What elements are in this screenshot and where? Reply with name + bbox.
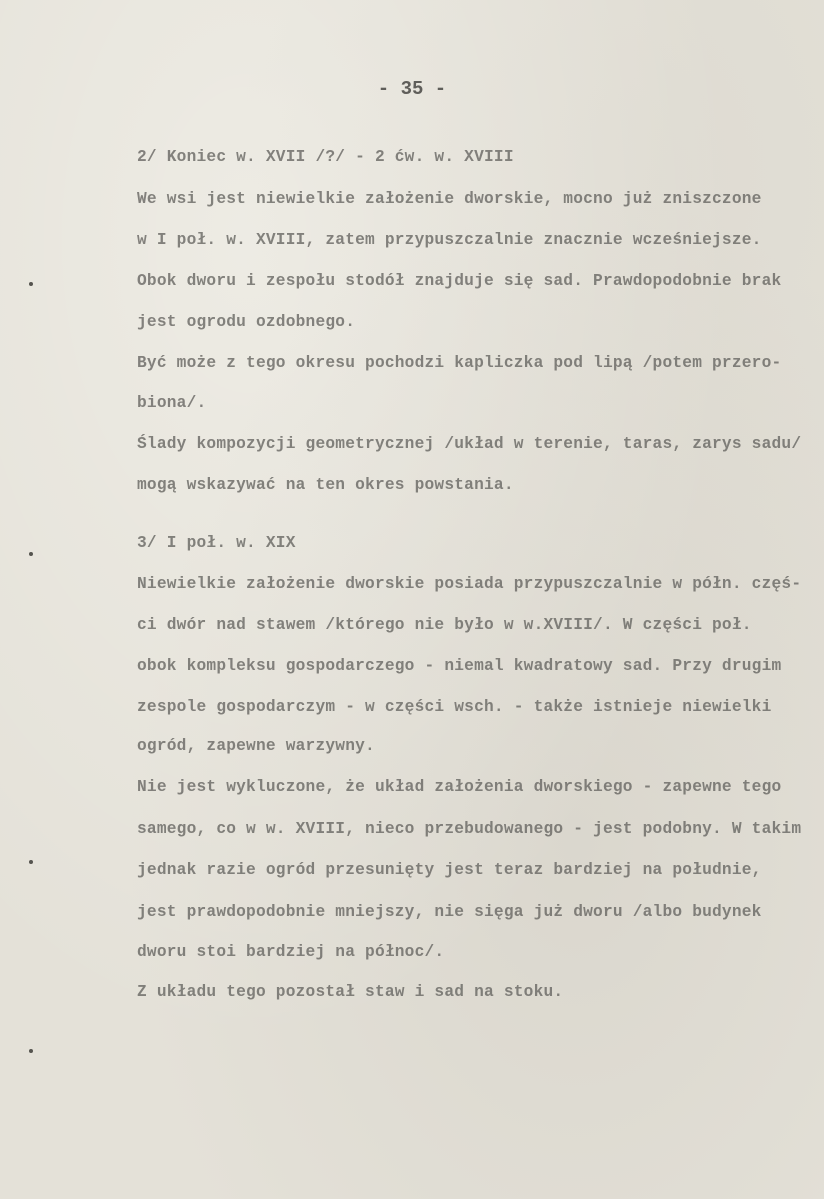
section-2-heading: 2/ Koniec w. XVII /?/ - 2 ćw. w. XVIII xyxy=(137,148,514,166)
text-line: Obok dworu i zespołu stodół znajduje się sad. Prawdopodobnie brak xyxy=(137,272,782,290)
text-line: zespole gospodarczym - w części wsch. - także istnieje niewielki xyxy=(137,698,772,716)
punch-hole-mark xyxy=(29,282,33,286)
text-line: jednak razie ogród przesunięty jest teraz bardziej na południe, xyxy=(137,861,762,879)
text-line: obok kompleksu gospodarczego - niemal kwadratowy sad. Przy drugim xyxy=(137,657,782,675)
punch-hole-mark xyxy=(29,1049,33,1053)
text-line: ci dwór nad stawem /którego nie było w w.XVIII/. W części poł. xyxy=(137,616,752,634)
text-line: dworu stoi bardziej na północ/. xyxy=(137,943,445,961)
punch-hole-mark xyxy=(29,860,33,864)
text-line: ogród, zapewne warzywny. xyxy=(137,737,375,755)
text-line: Nie jest wykluczone, że układ założenia dworskiego - zapewne tego xyxy=(137,778,782,796)
text-line: We wsi jest niewielkie założenie dworskie, mocno już zniszczone xyxy=(137,190,762,208)
text-line: jest prawdopodobnie mniejszy, nie sięga już dworu /albo budynek xyxy=(137,903,762,921)
page-number: - 35 - xyxy=(377,78,447,100)
text-line: Niewielkie założenie dworskie posiada przypuszczalnie w półn. częś- xyxy=(137,575,802,593)
text-line: Z układu tego pozostał staw i sad na stoku. xyxy=(137,983,564,1001)
punch-hole-mark xyxy=(29,552,33,556)
section-3-heading: 3/ I poł. w. XIX xyxy=(137,534,296,552)
text-line: samego, co w w. XVIII, nieco przebudowanego - jest podobny. W takim xyxy=(137,820,802,838)
text-line: Być może z tego okresu pochodzi kapliczka pod lipą /potem przero- xyxy=(137,354,782,372)
text-line: mogą wskazywać na ten okres powstania. xyxy=(137,476,514,494)
text-line: jest ogrodu ozdobnego. xyxy=(137,313,356,331)
text-line: w I poł. w. XVIII, zatem przypuszczalnie znacznie wcześniejsze. xyxy=(137,231,762,249)
text-line: Ślady kompozycji geometrycznej /układ w terenie, taras, zarys sadu/ xyxy=(137,435,802,453)
text-line: biona/. xyxy=(137,394,207,412)
